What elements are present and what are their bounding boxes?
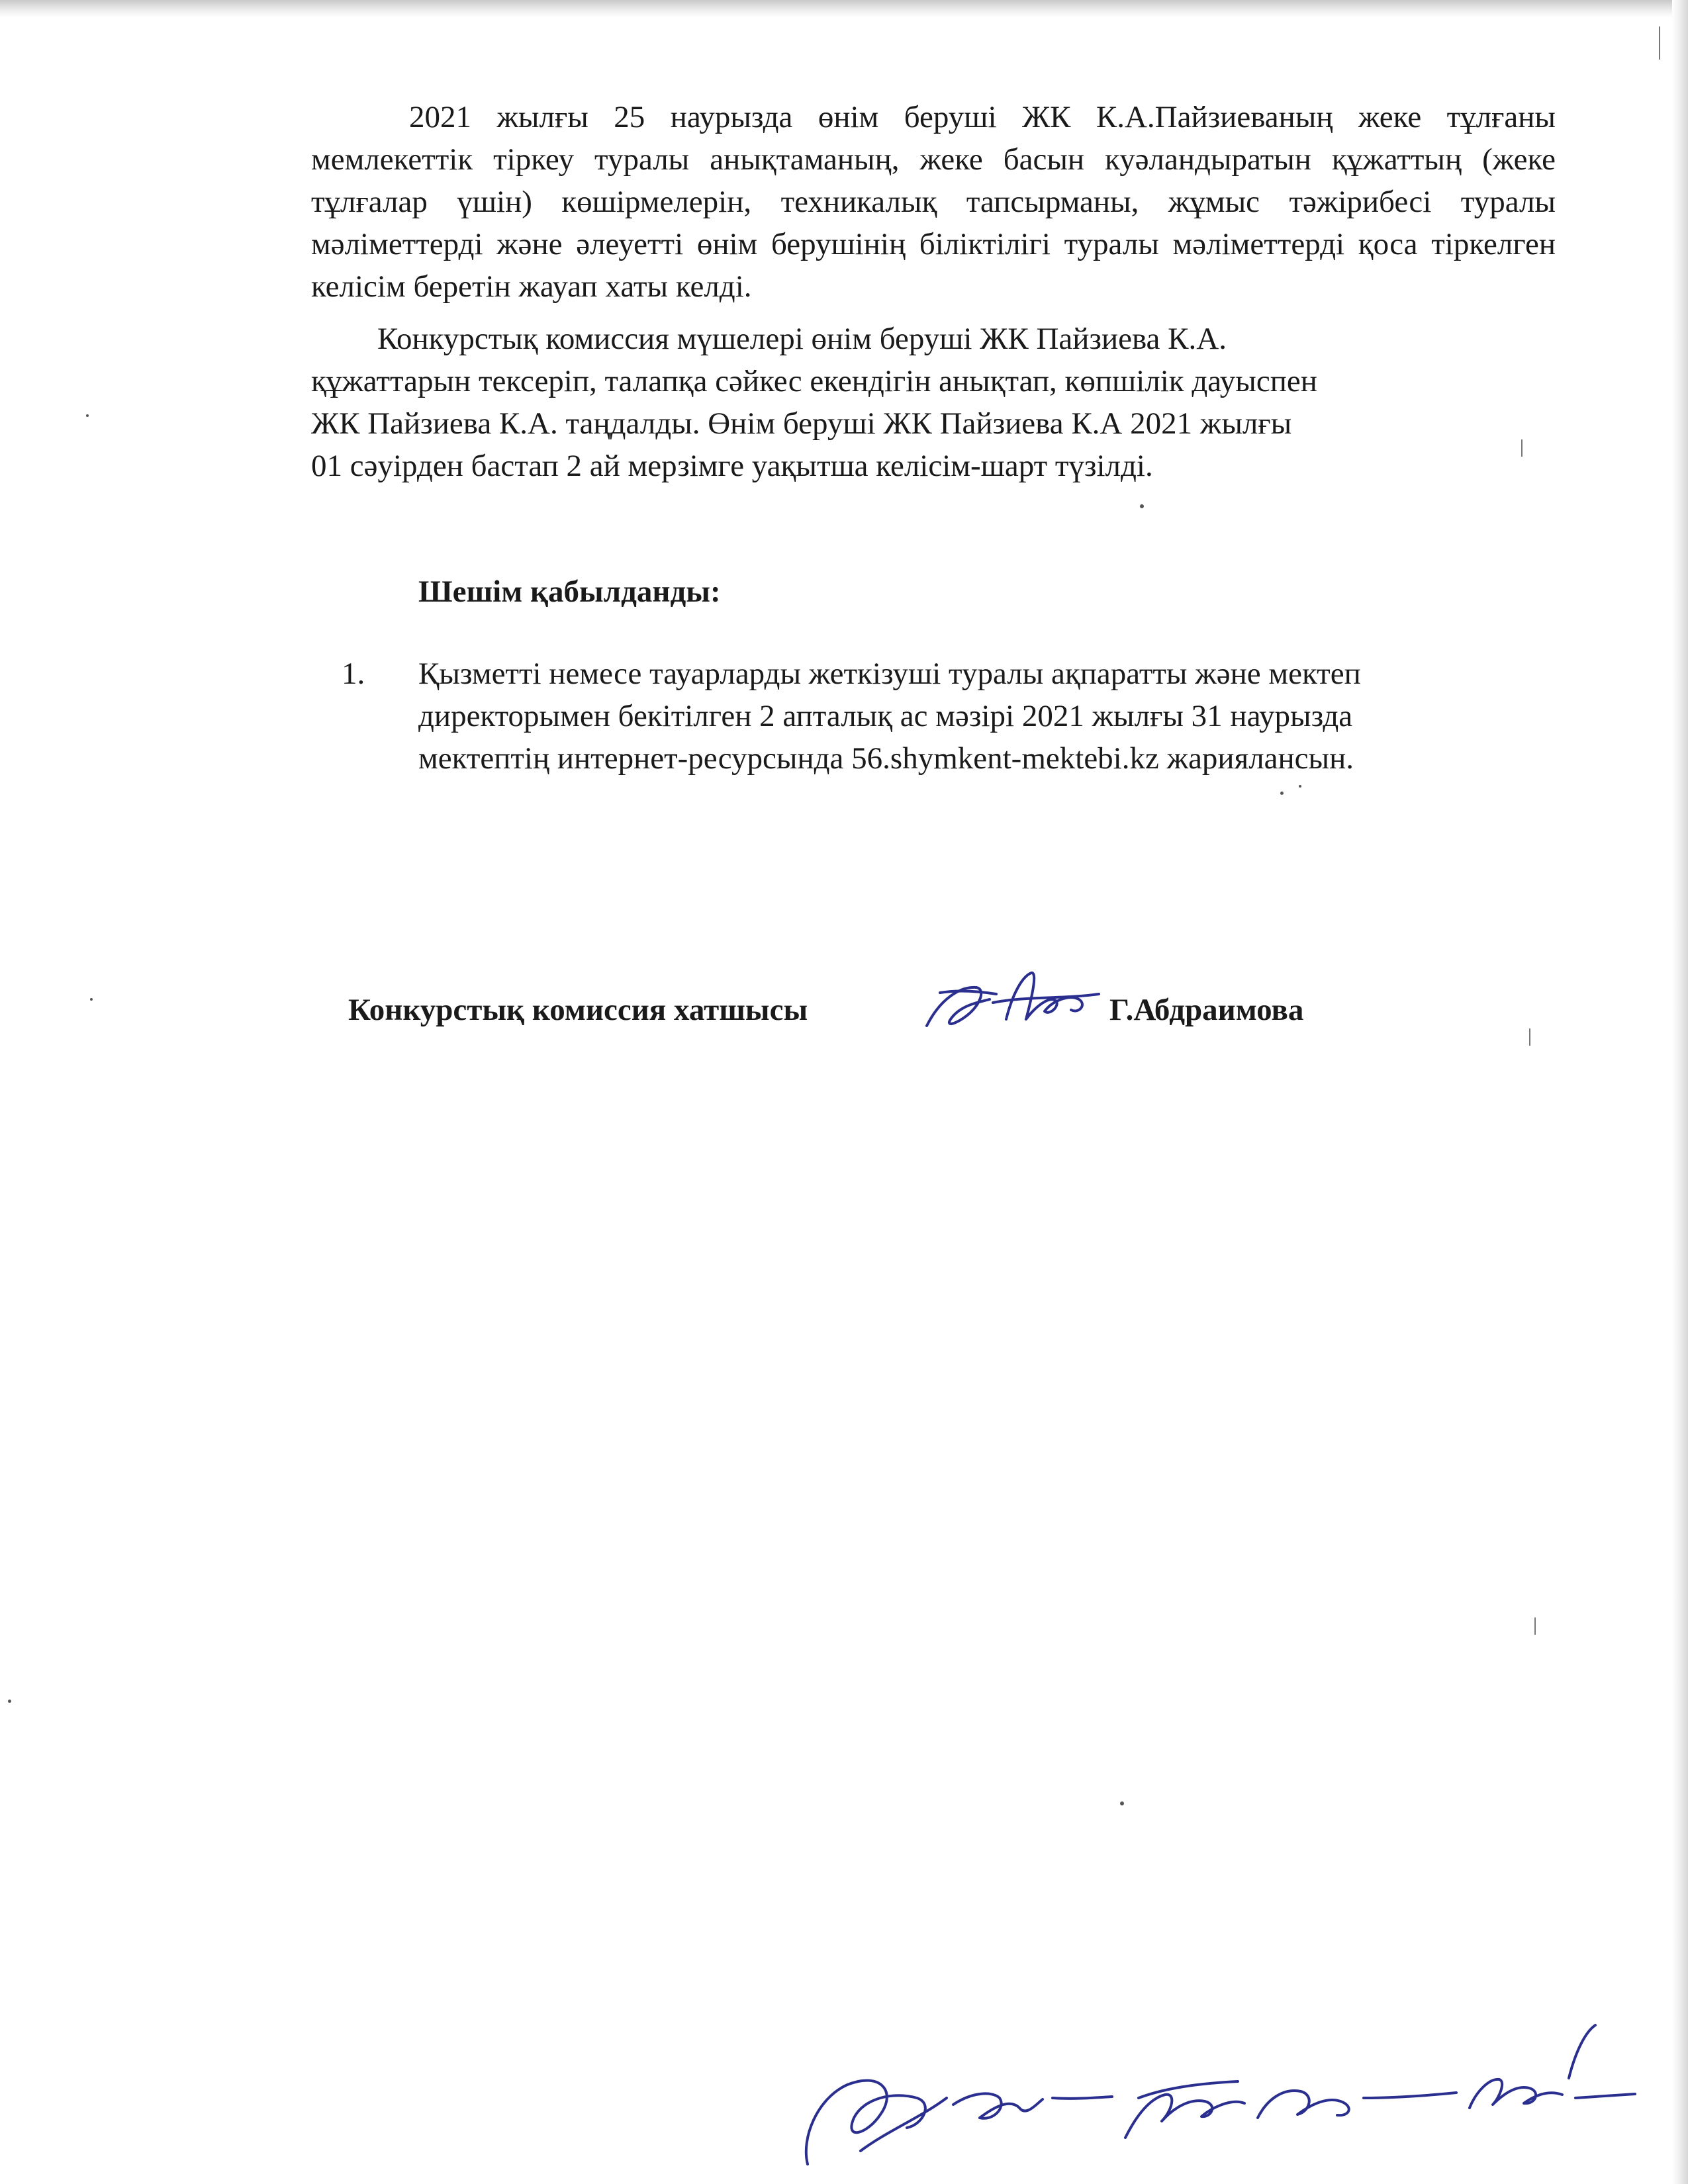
decision-item-text xyxy=(418,653,1557,780)
decision-item-line: мектептің интернет-ресурсында 56.shymkent-mektebi.kz жариялансын. xyxy=(418,741,1354,776)
scan-right-edge xyxy=(1672,0,1688,2184)
paragraph-response-letter: 2021 жылғы 25 наурызда өнім беруші ЖК К.А.Пайзиеваның жеке тұлғаны мемлекеттік тіркеу туралы анықтаманың, жеке басын куәландыратын құжаттың (жеке тұлғалар үшін) көшірмелерін, техникалық тапсырманы, жұмыс тәжірибесі туралы мәліметтерді және әлеуетті өнім берушінің біліктілігі туралы мәліметтерді қоса тіркелген келісім беретін жауап хаты келді. xyxy=(311,100,1556,304)
scan-speck xyxy=(90,998,93,1001)
scan-mark xyxy=(1659,26,1660,60)
scan-speck xyxy=(8,1700,11,1703)
scan-mark xyxy=(1529,1028,1530,1046)
decision-item-number: 1. xyxy=(342,657,365,691)
paragraph-line: ЖК Пайзиева К.А. таңдалды. Өнім беруші ЖК Пайзиева К.А 2021 жылғы xyxy=(311,406,1292,441)
secretary-title: Конкурстық комиссия хатшысы xyxy=(348,993,808,1027)
scan-speck xyxy=(1299,785,1301,788)
scan-mark xyxy=(1521,439,1523,457)
paragraph-line: 01 сәуірден бастап 2 ай мерзімге уақытша келісім-шарт түзілді. xyxy=(311,449,1153,483)
commission-signatures xyxy=(781,1999,1681,2184)
paragraph-line: құжаттарын тексеріп, талапқа сәйкес екендігін анықтап, көпшілік дауыспен xyxy=(311,364,1317,398)
scan-speck xyxy=(86,414,89,417)
paragraph-line: Конкурстық комиссия мүшелері өнім беруші ЖК Пайзиева К.А. xyxy=(377,322,1227,356)
decision-item-line: директорымен бекітілген 2 апталық ас мәзірі 2021 жылғы 31 наурызда xyxy=(418,699,1353,733)
decision-heading: Шешім қабылданды: xyxy=(418,574,721,609)
scan-top-edge xyxy=(0,0,1688,17)
secretary-signature xyxy=(914,953,1105,1046)
secretary-name: Г.Абдраимова xyxy=(1109,993,1304,1027)
scan-speck xyxy=(1120,1801,1124,1805)
scan-mark xyxy=(1534,1617,1536,1635)
scan-speck xyxy=(1280,792,1284,795)
decision-item-line: Қызметті немесе тауарларды жеткізуші туралы ақпаратты және мектеп xyxy=(418,657,1361,691)
scan-speck xyxy=(1140,504,1144,508)
paragraph-commission-review xyxy=(311,318,1556,487)
